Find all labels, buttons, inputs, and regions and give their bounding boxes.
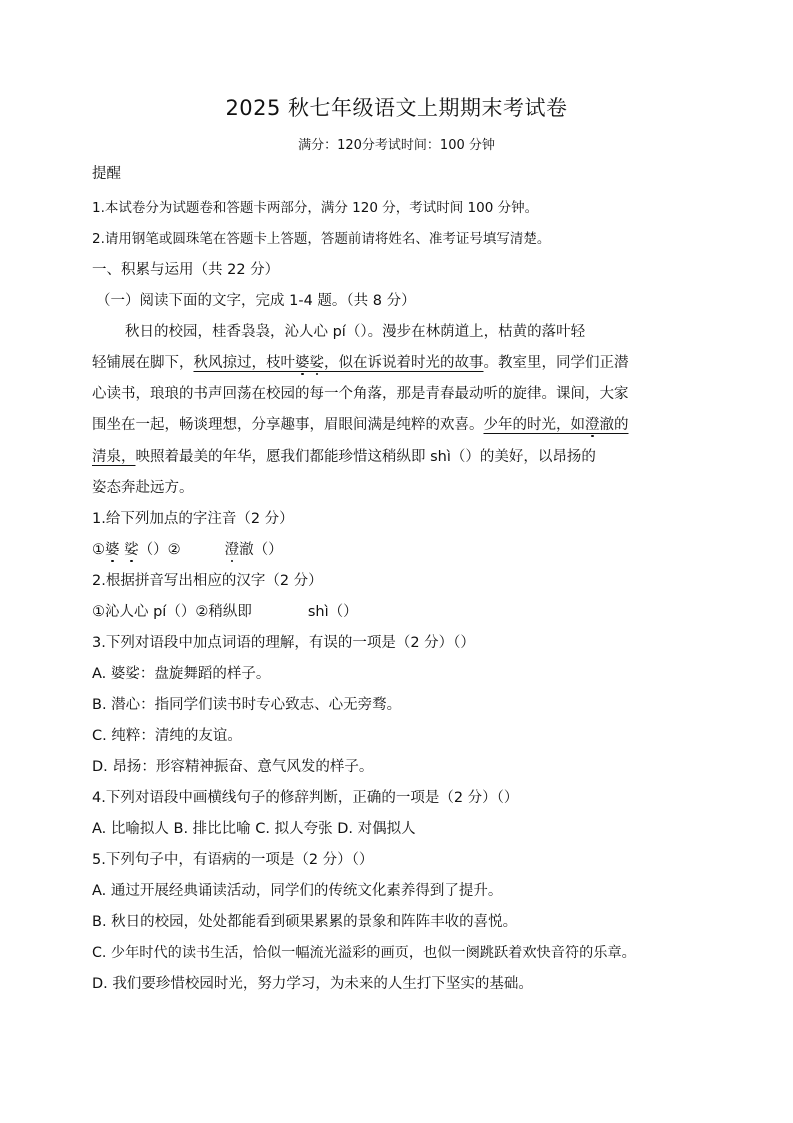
underlined-text: 少年的时光，如 [483,417,585,433]
notice-item-1: 1.本试卷分为试题卷和答题卡两部分，满分 120 分，考试时间 100 分钟。 [92,200,539,216]
dotted-char: 婆 [105,542,120,558]
dotted-char: 澄 [585,417,600,433]
passage-line-4 [92,415,629,435]
passage-text: 。教室里，同学们正潜 [483,355,629,371]
passage-line-2 [92,353,629,373]
exam-subtitle: 满分：120分考试时间：100 分钟 [298,138,495,153]
dotted-char: 娑 [309,355,324,371]
underlined-text: ，似在诉说着时光的故事 [324,355,484,371]
notice-heading: 提醒 [92,166,121,182]
question-2-items [92,602,358,622]
section-heading: 一、积累与运用（共 22 分） [92,262,280,278]
question-3-option-b: B. 潜心：指同学们读书时专心致志、心无旁骛。 [92,697,402,713]
dotted-char: 婆 [295,355,310,371]
underlined-sentence [194,355,484,371]
answer-blank: ①沁人心 pí（）②稍纵即 [92,604,252,620]
question-4-stem: 4.下列对语段中画横线句子的修辞判断，正确的一项是（2 分）（） [92,790,519,806]
sub-section-heading: （一）阅读下面的文字，完成 1-4 题。（共 8 分） [96,293,416,309]
underlined-text: 清泉， [92,449,136,465]
dotted-char: 娑 [124,542,139,558]
question-5-option-c: C. 少年时代的读书生活，恰似一幅流光溢彩的画页，也似一阕跳跃着欢快音符的乐章。 [92,945,636,961]
passage-line-5 [92,447,596,467]
passage-text: 映照着最美的年华，愿我们都能珍惜这稍纵即 shì（）的美好，以昂扬的 [135,449,596,465]
question-3-option-d: D. 昂扬：形容精神振奋、意气风发的样子。 [92,759,374,775]
question-5-option-d: D. 我们要珍惜校园时光，努力学习，为未来的人生打下坚实的基础。 [92,976,533,992]
underlined-text: 秋风掠过，枝叶 [193,355,295,371]
question-3-option-c: C. 纯粹：清纯的友谊。 [92,728,242,744]
exam-title: 2025 秋七年级语文上期期末考试卷 [225,96,568,120]
question-2-stem: 2.根据拼音写出相应的汉字（2 分） [92,573,323,589]
answer-blank: （）② [138,542,181,558]
passage-text: 围坐在一起，畅谈理想，分享趣事，眉眼间满是纯粹的欢喜。 [92,417,484,433]
question-5-stem: 5.下列句子中，有语病的一项是（2 分）（） [92,852,374,868]
underlined-text: 澈的 [599,417,629,433]
question-1-stem: 1.给下列加点的字注音（2 分） [92,511,294,527]
dotted-char: 澄 [224,542,240,558]
passage-line-3: 心读书，琅琅的书声回荡在校园的每一个角落，那是青春最动听的旋律。课间，大家 [92,386,629,402]
question-3-option-a: A. 婆娑：盘旋舞蹈的样子。 [92,666,271,682]
question-1-items [92,540,283,560]
question-5-option-a: A. 通过开展经典诵读活动，同学们的传统文化素养得到了提升。 [92,883,503,899]
question-3-stem: 3.下列对语段中加点词语的理解，有误的一项是（2 分）（） [92,635,475,651]
question-5-option-b: B. 秋日的校园，处处都能看到硕果累累的景象和阵阵丰收的喜悦。 [92,914,518,930]
passage-text: 轻铺展在脚下， [92,355,194,371]
item-number: ① [92,542,105,558]
passage-line-6: 姿态奔赴远方。 [92,480,194,496]
underlined-sentence [484,417,629,433]
question-4-options: A. 比喻拟人 B. 排比比喻 C. 拟人夸张 D. 对偶拟人 [92,821,416,837]
notice-item-2: 2.请用钢笔或圆珠笔在答题卡上答题，答题前请将姓名、准考证号填写清楚。 [92,231,551,247]
passage-line-1: 秋日的校园，桂香袅袅，沁人心 pí（）。漫步在林荫道上，枯黄的落叶轻 [125,324,586,340]
answer-blank: 澈（） [239,542,283,558]
answer-blank: shì（） [307,604,358,620]
